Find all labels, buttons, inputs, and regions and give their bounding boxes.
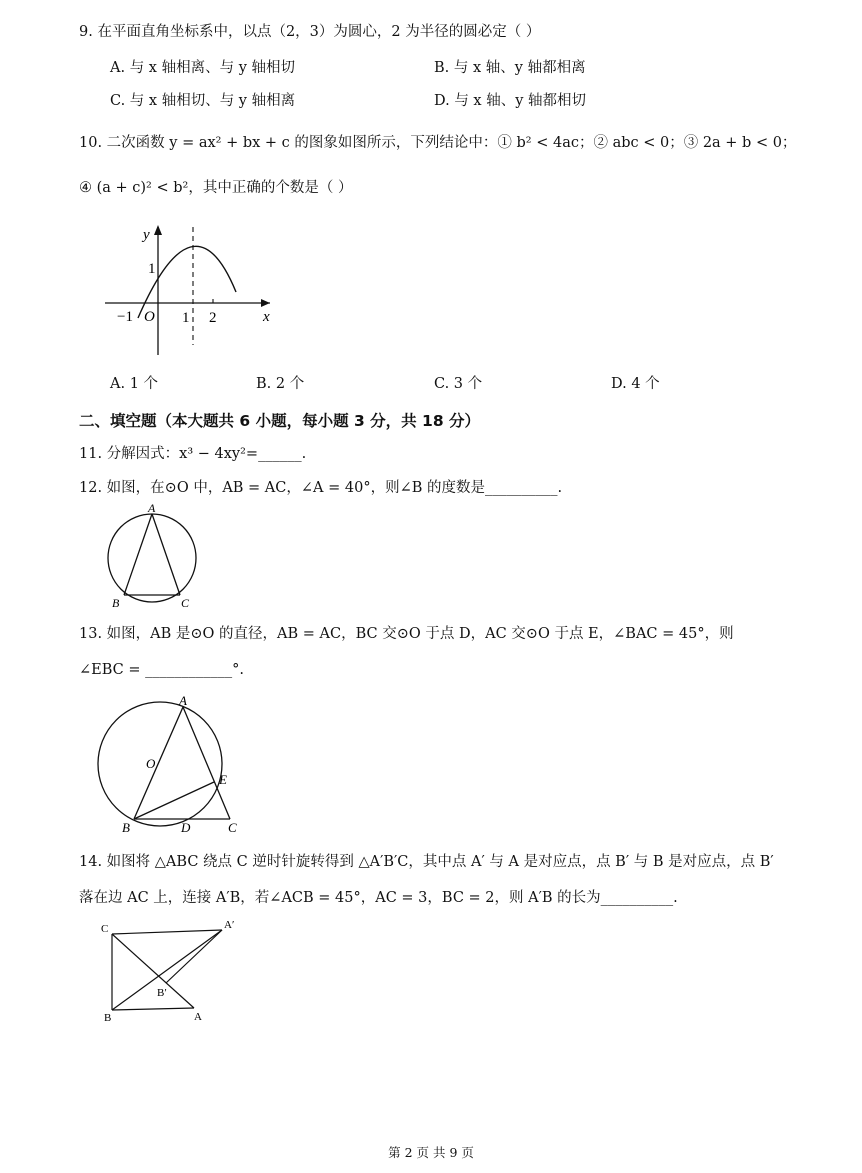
x-tick-1-label: 1 (182, 310, 190, 326)
segment-ca (112, 934, 194, 1008)
q14-line1: 14. 如图将 △ABC 绕点 C 逆时针旋转得到 △A′B′C，其中点 A′ 与 A 是对应点，点 B′ 与 B 是对应点，点 B′ (79, 854, 774, 870)
q10-stem-line2: ④ (a + c)² < b²，其中正确的个数是（ ） (79, 180, 353, 196)
q9-stem: 9. 在平面直角坐标系中，以点（2，3）为圆心，2 为半径的圆必定（ ） (79, 24, 541, 40)
y-axis-label: y (143, 227, 150, 243)
q9-option-a: A. 与 x 轴相离、与 y 轴相切 (110, 60, 295, 76)
q10-option-d: D. 4 个 (611, 376, 660, 392)
segment-be (134, 782, 214, 819)
y-tick-1-label: 1 (148, 261, 156, 277)
point-d-label: D (181, 820, 191, 835)
q10-parabola-graph (100, 222, 280, 362)
q11-text: 11. 分解因式：x³ − 4xy²=______. (79, 446, 307, 462)
q13-line2: ∠EBC = ____________°. (79, 662, 244, 678)
x-tick-neg1-label: −1 (117, 309, 133, 325)
point-e-label: E (219, 772, 227, 787)
segment-ba (112, 1008, 194, 1010)
q13-line1: 13. 如图，AB 是⊙O 的直径，AB = AC，BC 交⊙O 于点 D，AC 交⊙O 于点 E，∠BAC = 45°，则 (79, 626, 734, 642)
point-a-label: A (148, 501, 156, 515)
point-a-label: A (179, 693, 187, 708)
segment-ac (152, 514, 180, 595)
q10-option-c: C. 3 个 (434, 376, 483, 392)
point-b-prime-label: B′ (157, 987, 167, 999)
page-footer: 第 2 页 共 9 页 (388, 1145, 474, 1160)
q10-stem-line1: 10. 二次函数 y = ax² + bx + c 的图象如图所示，下列结论中：① b² < 4ac；② abc < 0；③ 2a + b < 0； (79, 135, 797, 151)
q10-option-b: B. 2 个 (256, 376, 305, 392)
point-b-label: B (122, 820, 130, 835)
point-c-label: C (228, 820, 237, 835)
x-axis-arrow (261, 299, 270, 307)
segment-a-prime-b (112, 930, 222, 1010)
circle-o (108, 514, 196, 602)
q9-option-b: B. 与 x 轴、y 轴都相离 (434, 60, 586, 76)
x-axis-label: x (263, 309, 270, 325)
point-o-label: O (146, 756, 156, 771)
point-c-label: C (101, 923, 109, 935)
origin-label: O (144, 309, 155, 325)
segment-a-prime-b-prime (166, 930, 222, 983)
segment-ab (134, 707, 183, 819)
q9-option-d: D. 与 x 轴、y 轴都相切 (434, 93, 587, 109)
segment-ab (124, 514, 152, 595)
q12-circle-figure (100, 503, 210, 613)
point-b-label: B (112, 596, 120, 610)
q13-circle-figure (90, 692, 250, 837)
point-b-label: B (104, 1012, 112, 1024)
q14-line2: 落在边 AC 上，连接 A′B，若∠ACB = 45°，AC = 3，BC = 2，则 A′B 的长为__________. (79, 890, 678, 906)
point-a-label: A (194, 1011, 202, 1023)
q10-option-a: A. 1 个 (110, 376, 159, 392)
q14-rotation-figure (98, 918, 248, 1028)
section2-title: 二、填空题（本大题共 6 小题，每小题 3 分，共 18 分） (79, 412, 481, 430)
segment-ca-prime (112, 930, 222, 934)
q12-text: 12. 如图，在⊙O 中，AB = AC，∠A = 40°，则∠B 的度数是__________. (79, 480, 563, 496)
point-c-label: C (181, 596, 190, 610)
x-tick-2-label: 2 (209, 310, 217, 326)
parabola-curve (138, 246, 236, 318)
q9-option-c: C. 与 x 轴相切、与 y 轴相离 (110, 93, 296, 109)
y-axis-arrow (154, 225, 162, 235)
point-a-prime-label: A′ (224, 919, 235, 931)
